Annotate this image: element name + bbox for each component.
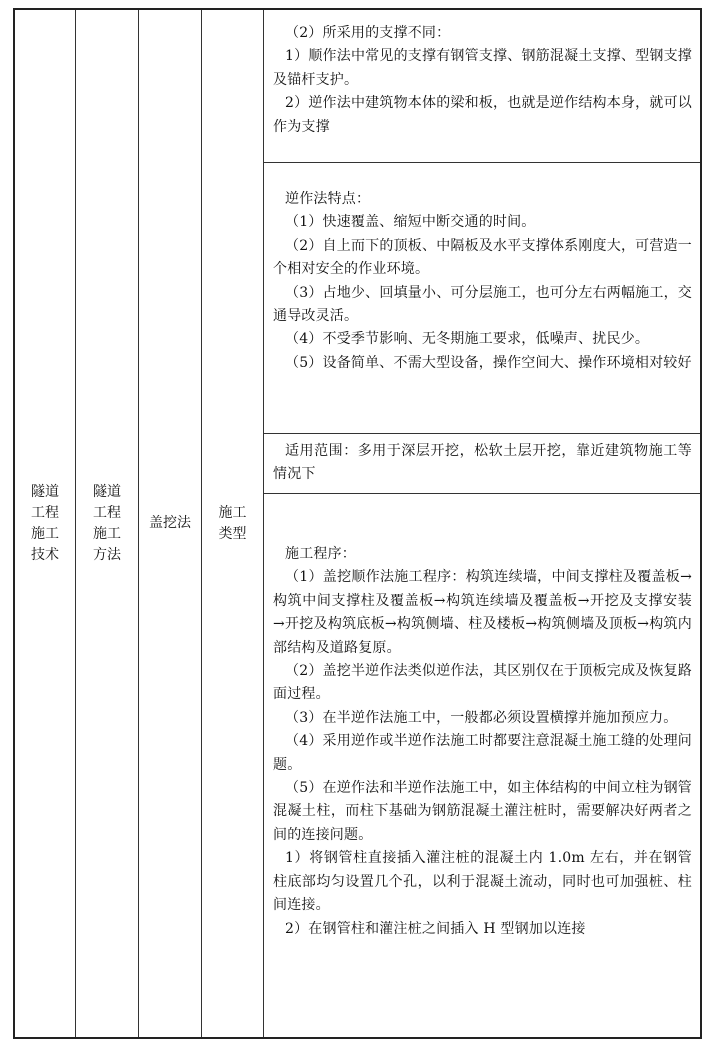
method-table [13,8,702,1039]
content-paragraph: 2）逆作法中建筑物本体的梁和板，也就是逆作结构本身，就可以作为支撑 [273,95,692,135]
category-label-line: 隧道 [31,483,59,500]
subcategory-label-line: 方法 [93,546,121,563]
content-paragraph: （2）自上而下的顶板、中隔板及水平支撑体系刚度大，可营造一个相对安全的作业环境。 [273,237,692,278]
content-paragraph: 1）将钢管柱直接插入灌注桩的混凝土内 1.0m 左右，并在钢管柱底部均匀设置几个孔，以利于混凝土流动，同时也可加强桩、柱间连接。 [273,850,692,914]
subcategory-label-line: 隧道 [93,483,121,500]
content-paragraph: （2）所采用的支撑不同： [285,25,451,41]
type-cell [202,10,263,1037]
row-divider [263,162,700,163]
content-paragraph: （3）占地少、回填量小、可分层施工，也可分左右两幅施工，交通导改灵活。 [273,284,692,325]
content-cell-features [273,188,692,375]
content-paragraph: （2）盖挖半逆作法类似逆作法，其区别仅在于顶板完成及恢复路面过程。 [273,663,692,703]
content-cell-procedure [273,543,692,941]
content-paragraph: （1）盖挖顺作法施工程序：构筑连续墙，中间支撑柱及覆盖板→构筑中间支撑柱及覆盖板→构筑连续墙及覆盖板→开挖及支撑安装→开挖及构筑底板→构筑侧墙、柱及楼板→构筑侧墙及顶板→构筑内部结构及道路复原。 [273,569,692,656]
content-paragraph: （4）不受季节影响、无冬期施工要求，低噪声、扰民少。 [285,331,650,348]
content-cell-support-difference [273,22,692,139]
category-label-line: 施工 [31,525,59,542]
method-label: 盖挖法 [149,515,191,531]
subcategory-label-line: 工程 [93,504,121,521]
type-label-line: 施工 [218,504,247,521]
content-paragraph: 施工程序： [285,546,356,562]
column-divider [263,10,264,1037]
content-paragraph: （1）快速覆盖、缩短中断交通的时间。 [285,214,536,231]
method-cell [139,10,201,1037]
content-paragraph: 2）在钢管柱和灌注桩之间插入 H 型钢加以连接 [285,920,586,937]
content-paragraph: 1）顺作法中常见的支撑有钢管支撑、钢筋混凝土支撑、型钢支撑及锚杆支护。 [273,48,692,88]
content-paragraph: 逆作法特点： [285,191,371,207]
type-label-line: 类型 [218,525,247,542]
content-paragraph: （4）采用逆作或半逆作法施工时都要注意混凝土施工缝的处理问题。 [273,733,692,773]
content-paragraph: （5）在逆作法和半逆作法施工中，如主体结构的中间立柱为钢管混凝土柱，而柱下基础为钢筋混凝土灌注桩时，需要解决好两者之间的连接问题。 [273,780,692,843]
subcategory-label-line: 施工 [93,525,121,542]
content-paragraph: （5）设备简单、不需大型设备，操作空间大、操作环境相对较好 [285,354,692,371]
content-paragraph: （3）在半逆作法施工中，一般都必须设置横撑并施加预应力。 [285,709,678,726]
content-paragraph: 适用范围：多用于深层开挖，松软土层开挖，靠近建筑物施工等情况下 [273,443,692,483]
category-label-line: 工程 [31,504,59,521]
content-cell-scope [273,440,692,487]
category-cell [15,10,75,1037]
category-label-line: 技术 [31,546,59,563]
subcategory-cell [76,10,138,1037]
row-divider [263,493,700,494]
row-divider [263,433,700,434]
